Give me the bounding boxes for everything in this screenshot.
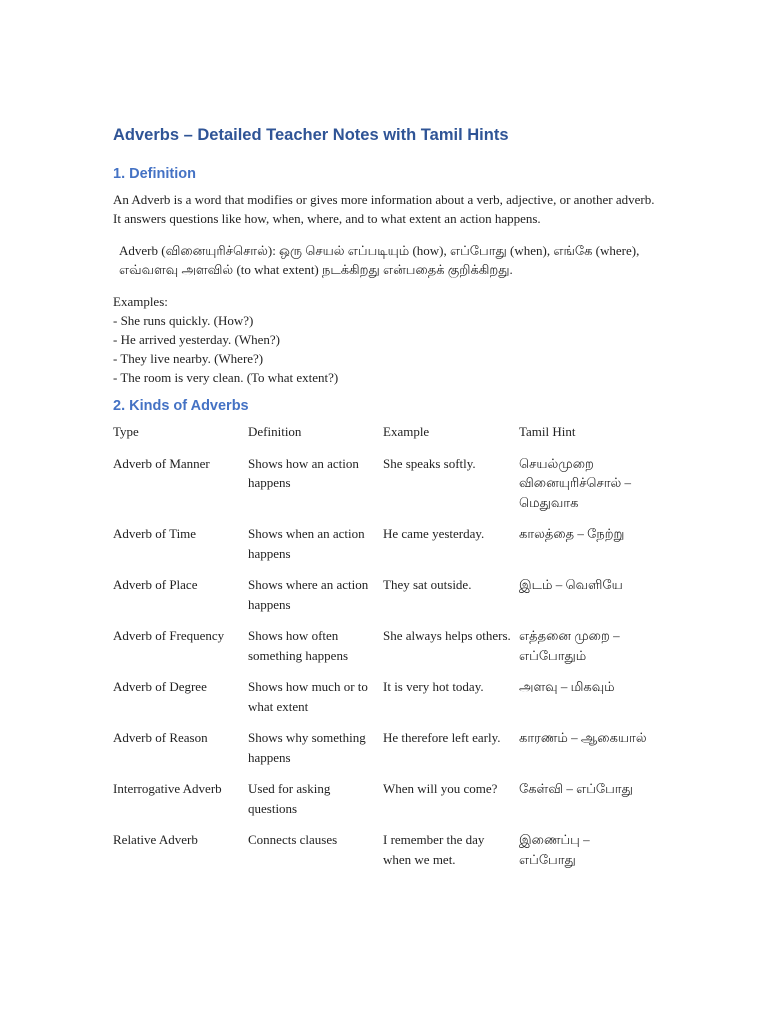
kinds-of-adverbs-table <box>113 422 653 881</box>
table-header-row <box>113 422 653 454</box>
definition-tamil-hint: Adverb (வினையுரிச்சொல்): ஒரு செயல் எப்படியும் (how), எப்போது (when), எங்கே (where), எவ்வளவு அளவில் (to what extent) நடக்கிறது என்பதைக் குறிக்கிறது. <box>119 243 640 277</box>
cell-type: Adverb of Reason <box>113 730 208 745</box>
section-heading-definition: 1. Definition <box>113 166 196 182</box>
cell-type: Relative Adverb <box>113 832 198 847</box>
cell-example: They sat outside. <box>383 577 472 592</box>
table-row <box>113 626 653 677</box>
column-header-type: Type <box>113 424 139 439</box>
cell-example: When will you come? <box>383 781 498 796</box>
cell-tamil-hint: எத்தனை முறை – எப்போதும் <box>519 628 620 663</box>
table-row <box>113 524 653 575</box>
cell-type: Adverb of Time <box>113 526 197 541</box>
cell-type: Adverb of Place <box>113 577 198 592</box>
cell-definition: Shows how much or to what extent <box>248 679 368 714</box>
document-title: Adverbs – Detailed Teacher Notes with Tamil Hints <box>113 126 509 144</box>
column-header-tamil-hint: Tamil Hint <box>519 424 576 439</box>
cell-definition: Shows why something happens <box>248 730 366 765</box>
examples-label: Examples: <box>113 294 168 309</box>
section-heading-kinds: 2. Kinds of Adverbs <box>113 398 249 414</box>
cell-tamil-hint: இணைப்பு – எப்போது <box>519 832 590 867</box>
table-row <box>113 830 653 881</box>
cell-tamil-hint: அளவு – மிகவும் <box>519 679 615 694</box>
table-row <box>113 677 653 728</box>
cell-example: She always helps others. <box>383 628 511 643</box>
cell-tamil-hint: கேள்வி – எப்போது <box>519 781 633 796</box>
column-header-example: Example <box>383 424 430 439</box>
cell-example: He therefore left early. <box>383 730 501 745</box>
cell-tamil-hint: செயல்முறை வினையுரிச்சொல் – மெதுவாக <box>519 455 632 510</box>
column-header-definition: Definition <box>248 424 302 439</box>
table-row <box>113 728 653 779</box>
cell-example: She speaks softly. <box>383 455 476 471</box>
cell-definition: Shows where an action happens <box>248 577 369 612</box>
cell-definition: Shows how often something happens <box>248 628 349 663</box>
example-item: - He arrived yesterday. (When?) <box>113 332 280 347</box>
cell-definition: Shows how an action happens <box>248 455 359 490</box>
cell-definition: Shows when an action happens <box>248 526 365 561</box>
example-item: - They live nearby. (Where?) <box>113 351 264 366</box>
cell-type: Adverb of Frequency <box>113 628 225 643</box>
definition-paragraph: An Adverb is a word that modifies or gives more information about a verb, adjective, or another adverb. It answers questions like how, when, where, and to what extent an action happens. <box>113 192 655 226</box>
table-row <box>113 575 653 626</box>
cell-example: I remember the day when we met. <box>383 832 485 867</box>
cell-tamil-hint: இடம் – வெளியே <box>519 577 623 592</box>
cell-type: Interrogative Adverb <box>113 781 222 796</box>
cell-type: Adverb of Degree <box>113 679 207 694</box>
examples-block <box>113 292 658 387</box>
cell-example: He came yesterday. <box>383 526 485 541</box>
cell-definition: Connects clauses <box>248 832 338 847</box>
example-item: - She runs quickly. (How?) <box>113 313 254 328</box>
cell-tamil-hint: காலத்தை – நேற்று <box>519 526 625 541</box>
cell-type: Adverb of Manner <box>113 455 210 471</box>
example-item: - The room is very clean. (To what extent?) <box>113 370 339 385</box>
table-row <box>113 779 653 830</box>
cell-tamil-hint: காரணம் – ஆகையால் <box>519 730 647 745</box>
table-row <box>113 454 653 525</box>
cell-definition: Used for asking questions <box>248 781 331 816</box>
cell-example: It is very hot today. <box>383 679 484 694</box>
